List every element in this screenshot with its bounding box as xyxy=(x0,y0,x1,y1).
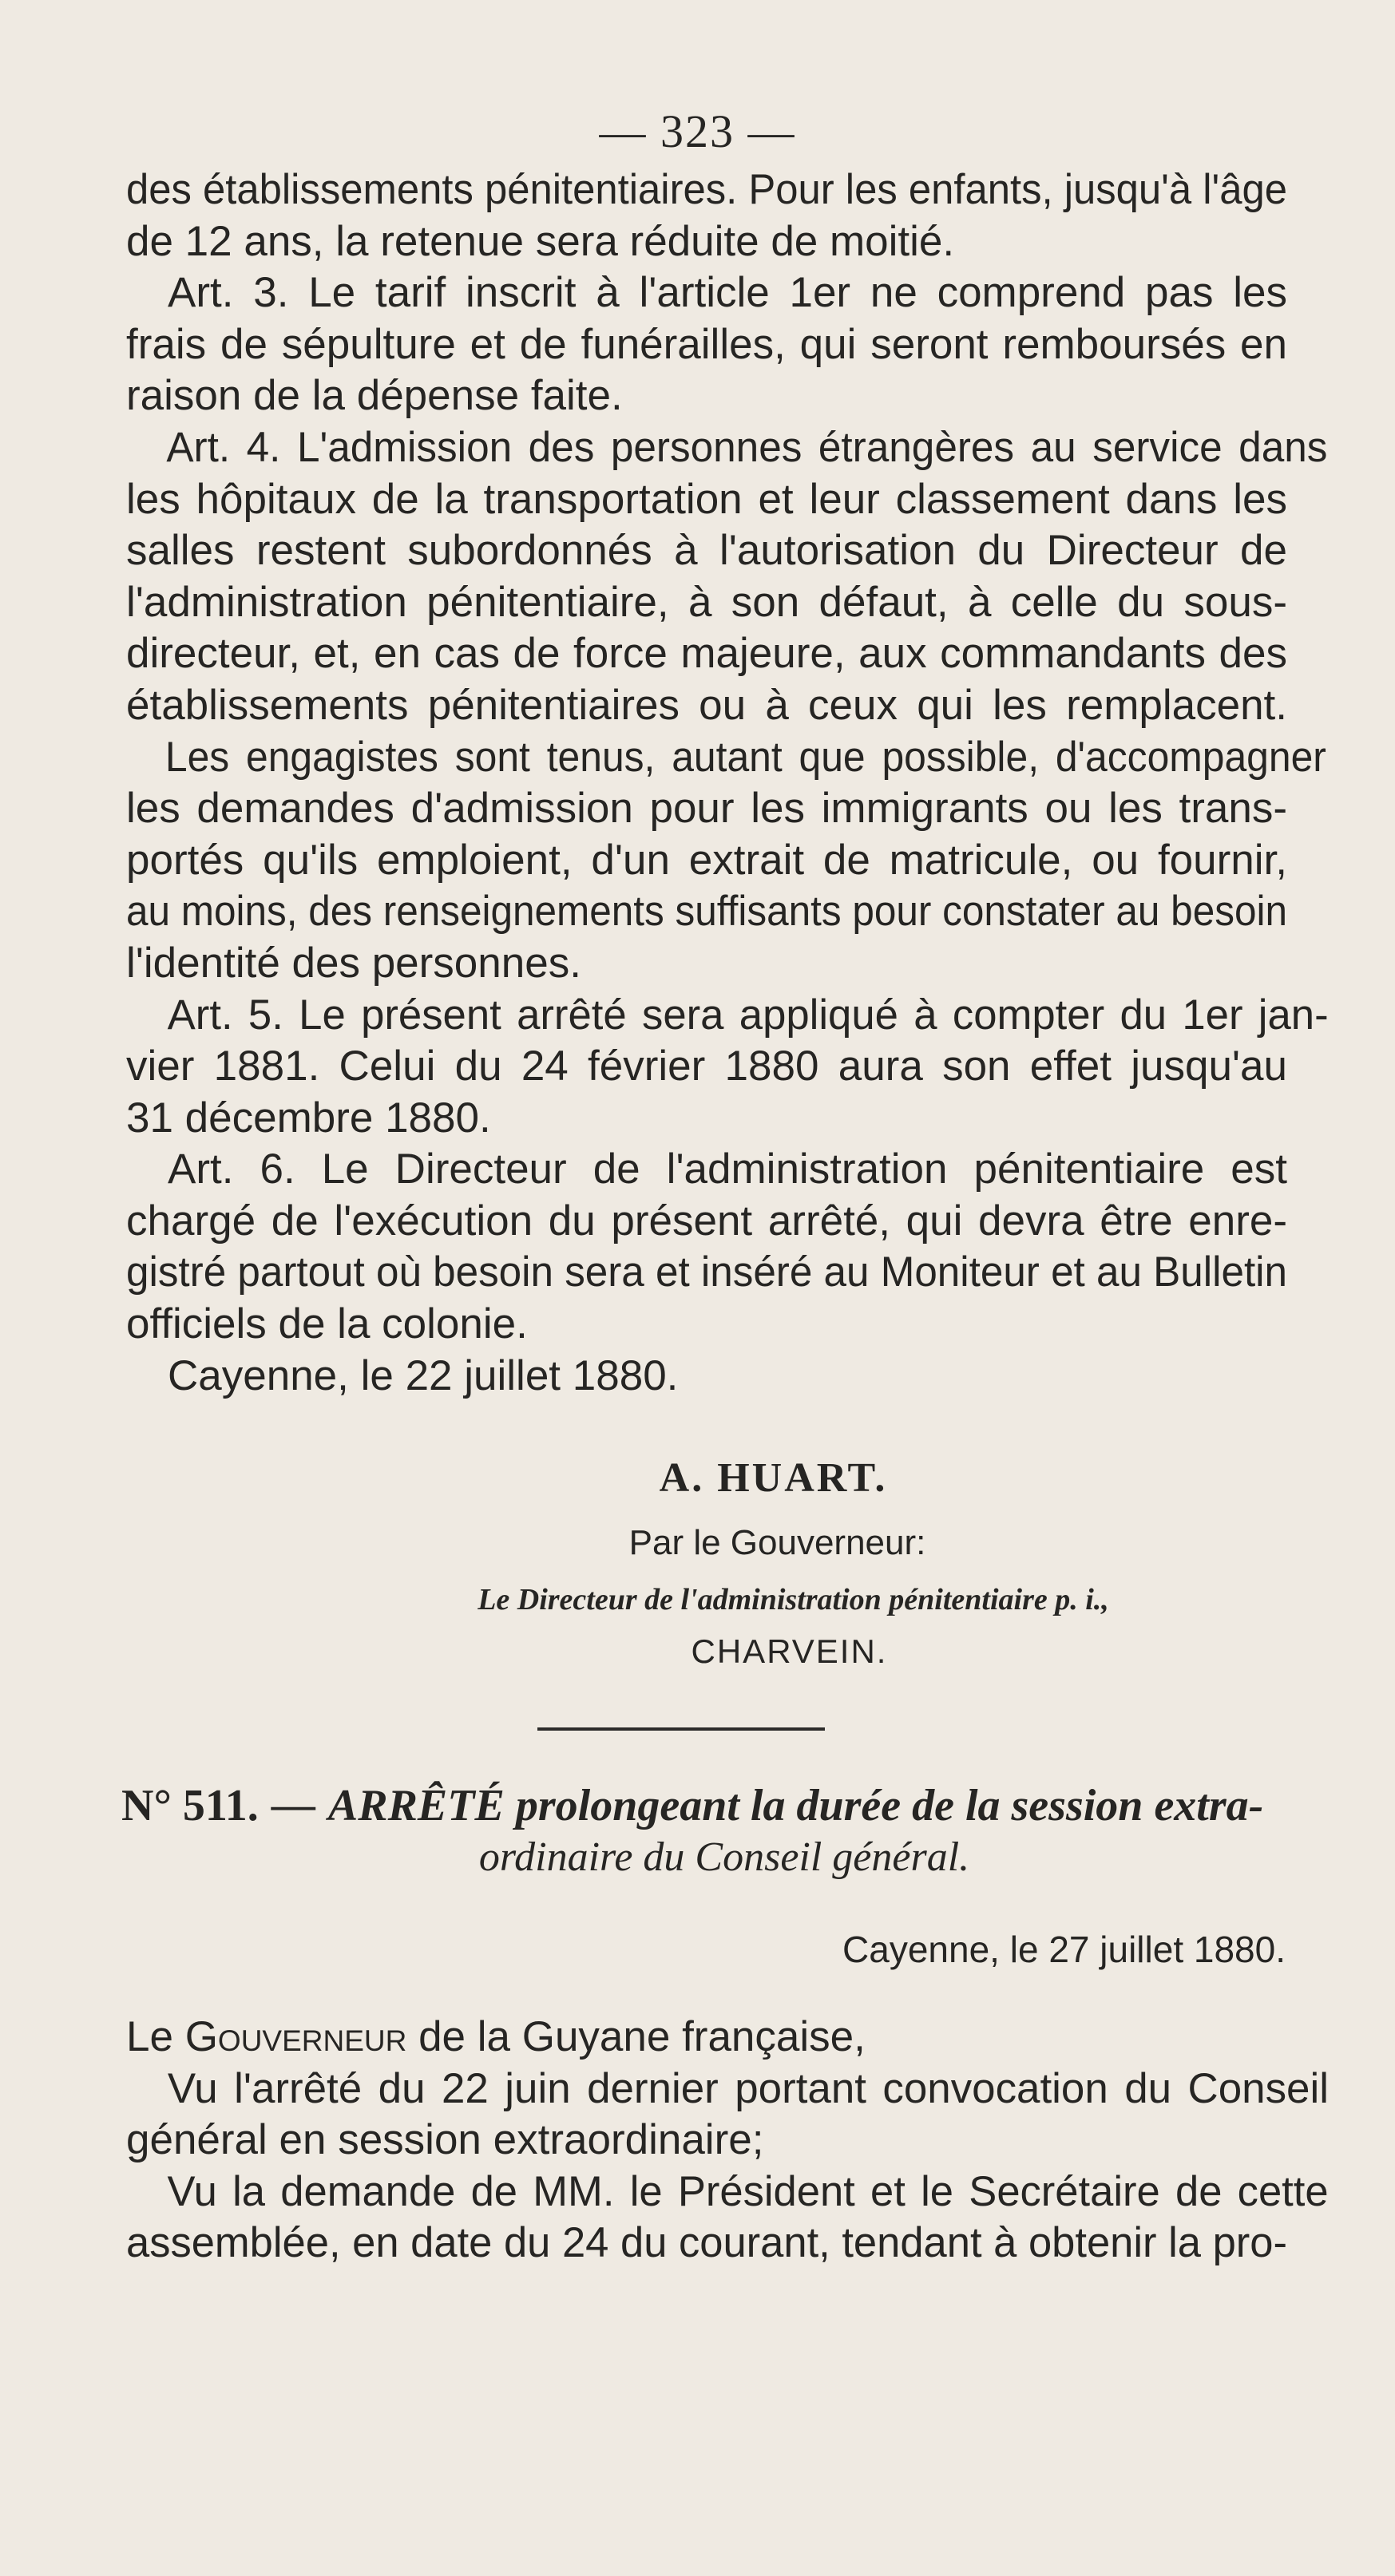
text-line: officiels de la colonie. xyxy=(126,1300,528,1348)
text-line: au moins, des renseignements suffisants pour constater au besoin xyxy=(126,888,1287,936)
text-line: les demandes d'admission pour les immigrants ou les trans- xyxy=(126,785,1287,833)
signatory-name: A. HUART. xyxy=(659,1455,888,1501)
gouverneur-word: Gouverneur xyxy=(184,2013,407,2060)
text-line: Les engagistes sont tenus, autant que possible, d'accompagner xyxy=(164,733,1326,781)
text-line: vier 1881. Celui du 24 février 1880 aura son effet jusqu'au xyxy=(126,1043,1287,1090)
body-text xyxy=(126,164,1329,1402)
place-date-line: Cayenne, le 22 juillet 1880. xyxy=(168,1351,679,1399)
decree-dateline: Cayenne, le 27 juillet 1880. xyxy=(842,1929,1286,1970)
text-line: général en session extraordinaire; xyxy=(126,2116,764,2164)
signatory-par: Par le Gouverneur: xyxy=(628,1523,926,1562)
text-line: raison de la dépense faite. xyxy=(126,372,623,420)
text-line: Art. 5. Le présent arrêté sera appliqué à compter du 1er jan- xyxy=(167,991,1329,1039)
text-line: salles restent subordonnés à l'autorisation du Directeur de xyxy=(126,527,1287,575)
text-line: directeur, et, en cas de force majeure, aux commandants des xyxy=(126,630,1287,678)
decree-title-part-1: ARRÊTÉ prolongeant la durée de la session extra- xyxy=(327,1781,1264,1830)
gouverneur-le: Le xyxy=(126,2013,173,2060)
text-line: frais de sépulture et de funérailles, qui seront remboursés en xyxy=(126,320,1287,368)
text-line: 31 décembre 1880. xyxy=(126,1094,491,1142)
decree-title-part-2: ordinaire du Conseil général. xyxy=(478,1834,970,1880)
decree-heading xyxy=(121,1779,1295,1883)
gouverneur-line xyxy=(126,2012,1287,2064)
text-line: Vu la demande de MM. le Président et le Secrétaire de cette xyxy=(167,2167,1329,2215)
section-divider xyxy=(537,1727,825,1731)
text-line: l'administration pénitentiaire, à son défaut, à celle du sous- xyxy=(126,578,1287,626)
text-line: portés qu'ils emploient, d'un extrait de matricule, ou fournir, xyxy=(126,836,1287,884)
text-line: les hôpitaux de la transportation et leur classement dans les xyxy=(126,475,1287,523)
text-line: l'identité des personnes. xyxy=(126,939,581,987)
text-line: Art. 3. Le tarif inscrit à l'article 1er ne comprend pas les xyxy=(168,269,1287,317)
director-name: CHARVEIN. xyxy=(691,1632,888,1670)
text-line: Art. 4. L'admission des personnes étrangères au service dans xyxy=(166,423,1328,471)
text-line: établissements pénitentiaires ou à ceux qui les remplacent. xyxy=(126,681,1287,729)
director-title: Le Directeur de l'administration pénitentiaire p. i., xyxy=(478,1583,1109,1616)
decree-heading-line-1 xyxy=(121,1779,1295,1832)
gouverneur-rest: de la Guyane française, xyxy=(406,2013,866,2060)
text-line: gistré partout où besoin sera et inséré au Moniteur et au Bulletin xyxy=(126,1248,1288,1296)
text-line: chargé de l'exécution du présent arrêté, qui devra être enre- xyxy=(126,1197,1287,1244)
decree-dash: — xyxy=(258,1779,328,1830)
decree-body xyxy=(126,2012,1329,2269)
text-line: des établissements pénitentiaires. Pour les enfants, jusqu'à l'âge xyxy=(126,166,1287,213)
page-number: — 323 — xyxy=(599,105,796,157)
text-line: de 12 ans, la retenue sera réduite de moitié. xyxy=(126,217,955,265)
text-line: Vu l'arrêté du 22 juin dernier portant convocation du Conseil xyxy=(167,2064,1329,2112)
decree-number: N° 511. xyxy=(121,1781,259,1830)
text-line: assemblée, en date du 24 du courant, tendant à obtenir la pro- xyxy=(126,2219,1287,2267)
text-line: Art. 6. Le Directeur de l'administration pénitentiaire est xyxy=(168,1146,1287,1193)
